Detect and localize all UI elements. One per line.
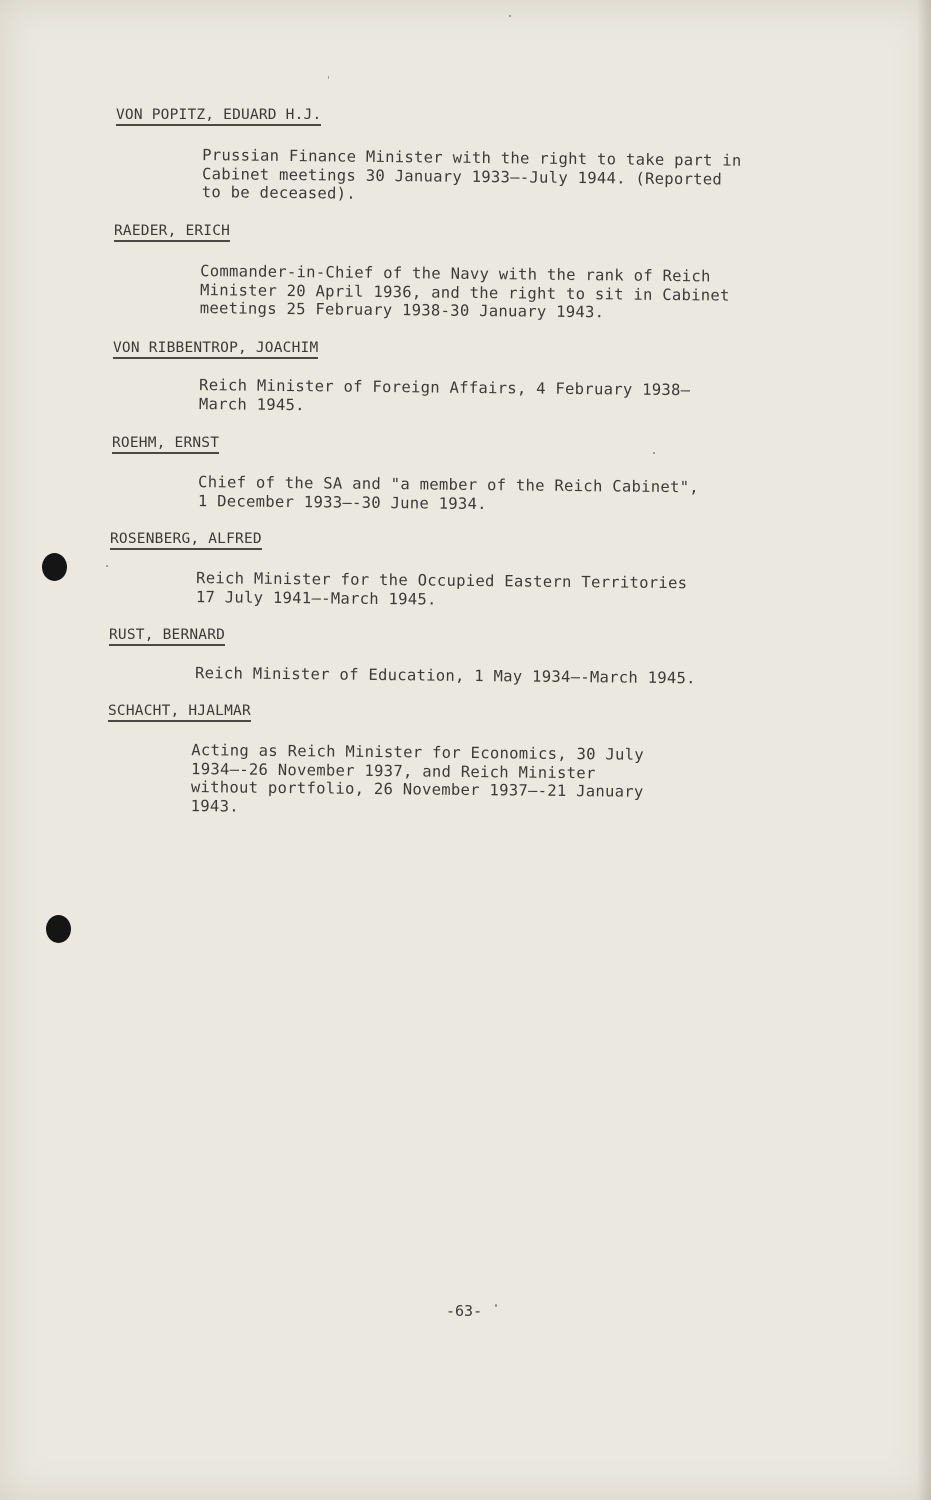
punch-hole-lower <box>46 915 71 943</box>
entry-description-von-popitz: Prussian Finance Minister with the right to take part in Cabinet meetings 30 January 1933—-July 1944. (Reported to be deceased). <box>201 146 742 203</box>
page-number: -63- <box>446 1302 483 1320</box>
entry-description-rust: Reich Minister of Education, 1 May 1934—-March 1945. <box>194 664 696 688</box>
entry-name-von-ribbentrop: VON RIBBENTROP, JOACHIM <box>113 340 318 359</box>
paper-speck <box>106 565 108 567</box>
paper-speck <box>509 15 511 17</box>
paper-speck <box>653 452 655 454</box>
entry-name-schacht: SCHACHT, HJALMAR <box>108 703 251 722</box>
page-edge-shadow <box>917 0 931 1500</box>
entry-description-roehm: Chief of the SA and "a member of the Reich Cabinet", 1 December 1933—-30 June 1934. <box>197 473 700 513</box>
entry-name-rosenberg: ROSENBERG, ALFRED <box>110 531 262 550</box>
entry-name-roehm: ROEHM, ERNST <box>112 435 219 454</box>
entry-description-rosenberg: Reich Minister for the Occupied Eastern Territories 17 July 1941—-March 1945. <box>195 569 688 609</box>
entry-description-schacht: Acting as Reich Minister for Economics, 30 July 1934—-26 November 1937, and Reich Minister without portfolio, 26 November 1937—-21 January 1943. <box>190 741 645 816</box>
entry-name-von-popitz: VON POPITZ, EDUARD H.J. <box>116 107 321 126</box>
paper-speck <box>328 76 329 79</box>
entry-description-von-ribbentrop: Reich Minister of Foreign Affairs, 4 February 1938— March 1945. <box>198 376 691 414</box>
entry-description-raeder: Commander-in-Chief of the Navy with the rank of Reich Minister 20 April 1936, and the right to sit in Cabinet meetings 25 February 1938-30 January 1943. <box>199 262 730 322</box>
punch-hole-upper <box>42 553 67 581</box>
paper-speck <box>495 1304 497 1307</box>
entry-name-raeder: RAEDER, ERICH <box>114 223 230 242</box>
entry-name-rust: RUST, BERNARD <box>109 627 225 646</box>
